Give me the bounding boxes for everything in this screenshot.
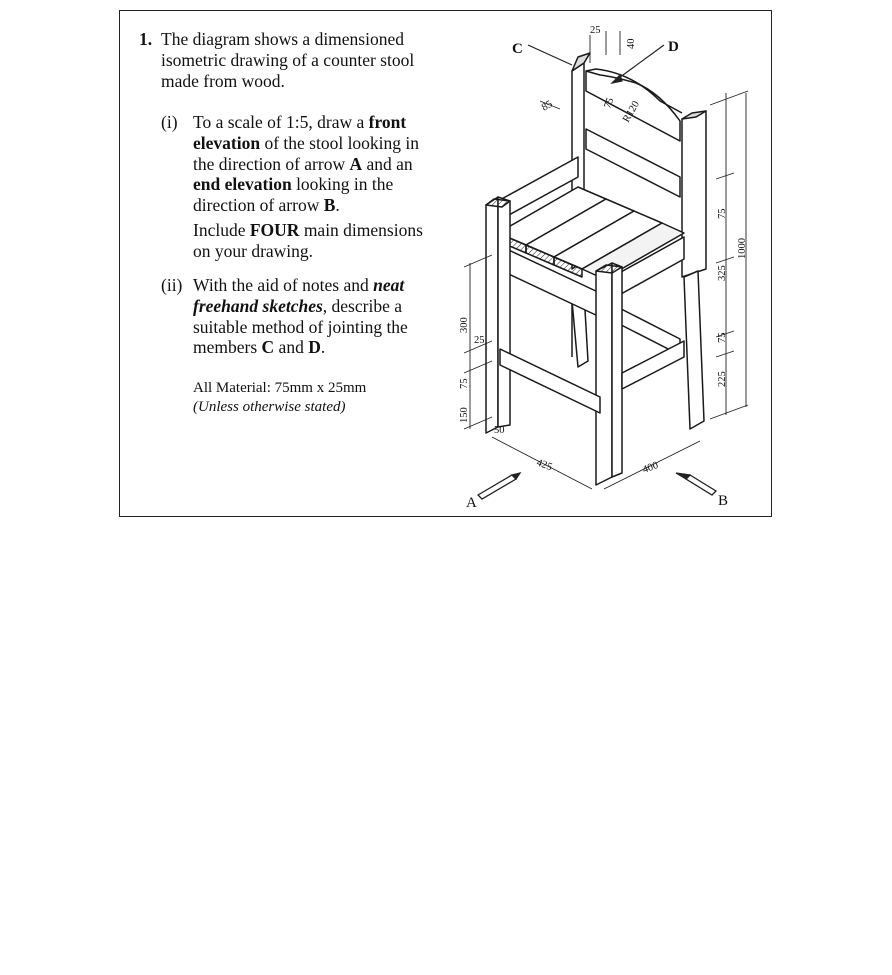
dim-50: 50 <box>494 425 505 436</box>
back-leg-right-lower <box>684 271 704 429</box>
front-leg-right <box>596 263 612 485</box>
dim-75-right-1: 75 <box>717 208 728 219</box>
front-leg-right-face <box>612 263 622 477</box>
dim-75-back: 75 <box>602 96 617 111</box>
question-intro: The diagram shows a dimensioned isometric drawing of a counter stool made from wood. <box>161 29 415 91</box>
part-i-label: (i) <box>161 112 178 132</box>
question-number: 1. <box>139 29 153 49</box>
dim-25-top: 25 <box>590 25 601 36</box>
side-lower-stretcher <box>622 341 684 389</box>
back-rest-lower-rail <box>586 129 680 197</box>
material-spec: All Material: 75mm x 25mm <box>193 380 367 396</box>
dim-325: 325 <box>717 265 728 281</box>
isometric-stool-drawing <box>450 15 768 513</box>
arrow-b-label: B <box>718 493 729 509</box>
part-i-text: To a scale of 1:5, draw a front elevation of the stool looking in the direction of arrow A and an end elevation looking in the direction of arrow B. <box>193 112 420 216</box>
arrow-b <box>686 475 716 495</box>
dim-225: 225 <box>717 371 728 387</box>
dim-1000: 1000 <box>737 238 748 259</box>
dim-400: 400 <box>641 460 660 476</box>
arrow-a-label: A <box>466 495 477 511</box>
member-d-label: D <box>668 39 679 55</box>
dim-40: 40 <box>626 38 637 49</box>
member-c-label: C <box>512 41 523 57</box>
dim-425: 425 <box>534 457 554 474</box>
dim-75-right-2: 75 <box>717 332 728 343</box>
front-leg-left-face <box>498 197 510 427</box>
arrow-a <box>478 475 516 499</box>
dim-150: 150 <box>459 407 470 423</box>
dim-25-left: 25 <box>474 335 485 346</box>
back-leg-right <box>682 111 706 277</box>
part-ii-text: With the aid of notes and neat freehand sketches, describe a suitable method of jointing the members C and D. <box>193 275 408 358</box>
dim-85: 85 <box>540 98 555 114</box>
part-ii-label: (ii) <box>161 275 183 295</box>
front-leg-left <box>486 197 498 433</box>
material-note: (Unless otherwise stated) <box>193 399 346 415</box>
dim-300: 300 <box>459 317 470 333</box>
part-i-dimensions-note: Include FOUR main dimensions on your drawing. <box>193 220 423 261</box>
dim-radius: R120 <box>621 99 642 125</box>
question-panel <box>119 10 772 517</box>
dim-75-left: 75 <box>459 378 470 389</box>
